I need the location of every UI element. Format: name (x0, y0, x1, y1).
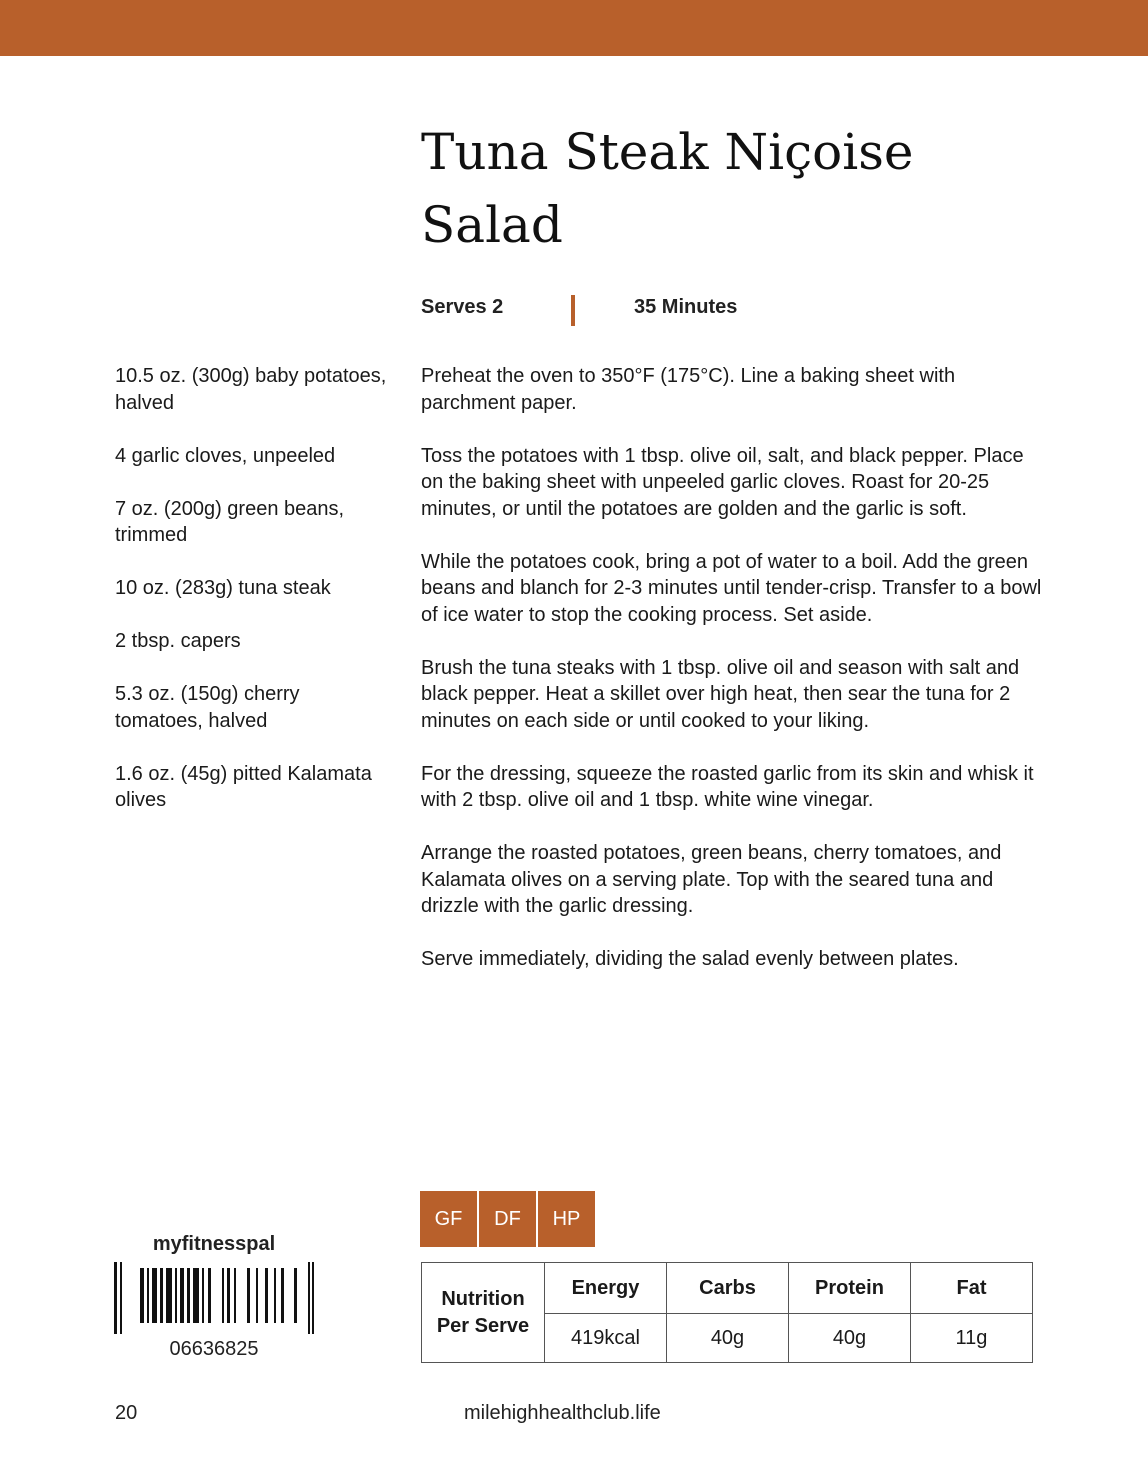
barcode-brand: myfitnesspal (152, 1233, 276, 1255)
tag-gluten-free: GF (420, 1191, 477, 1247)
nutrition-value-fat: 11g (911, 1314, 1033, 1363)
recipe-title-line-2: Salad (421, 196, 563, 254)
nutrition-table (421, 1262, 1033, 1363)
nutrition-label (422, 1263, 545, 1363)
barcode-number: 06636825 (169, 1338, 259, 1360)
ingredient-item: 2 tbsp. capers (115, 630, 241, 652)
barcode-icon (114, 1262, 314, 1334)
nutrition-label-line-1: Nutrition (441, 1287, 525, 1310)
page-number: 20 (115, 1402, 138, 1424)
ingredient-item: 4 garlic cloves, unpeeled (115, 444, 336, 467)
ingredients-list (115, 363, 390, 840)
recipe-title-line-1: Tuna Steak Niçoise (421, 123, 914, 181)
meta-divider (571, 295, 575, 326)
ingredient-item: 1.6 oz. (45g) pitted Kalamata olives (115, 762, 372, 811)
method-step: Arrange the roasted potatoes, green beans, cherry tomatoes, and Kalamata olives on a serving plate. Top with the seared tuna and drizzle with the garlic dressing. (421, 842, 1002, 917)
method-steps (421, 363, 1046, 999)
ingredient-item: 10 oz. (283g) tuna steak (115, 577, 331, 599)
footer-url: milehighhealthclub.life (464, 1402, 661, 1424)
nutrition-col-carbs: Carbs (667, 1263, 789, 1314)
method-step: While the potatoes cook, bring a pot of water to a boil. Add the green beans and blanch for 2-3 minutes until tender-crisp. Transfer to a bowl of ice water to stop the cooking process. Set aside. (421, 550, 1042, 626)
method-step: Preheat the oven to 350°F (175°C). Line a baking sheet with parchment paper. (421, 365, 956, 414)
nutrition-label-line-2: Per Serve (436, 1314, 530, 1337)
method-step: Brush the tuna steaks with 1 tbsp. olive oil and season with salt and black pepper. Heat a skillet over high heat, then sear the tuna for 2 minutes on each side or until cooked to your liking. (421, 656, 1020, 732)
ingredient-item: 5.3 oz. (150g) cherry tomatoes, halved (115, 683, 300, 732)
nutrition-value-energy: 419kcal (545, 1314, 667, 1363)
nutrition-col-fat: Fat (911, 1263, 1033, 1314)
servings-label: Serves 2 (421, 296, 504, 318)
ingredient-item: 7 oz. (200g) green beans, trimmed (115, 497, 345, 546)
tag-high-protein: HP (538, 1191, 595, 1247)
method-step: Serve immediately, dividing the salad evenly between plates. (421, 948, 959, 970)
nutrition-value-protein: 40g (789, 1314, 911, 1363)
ingredient-item: 10.5 oz. (300g) baby potatoes, halved (115, 365, 387, 414)
method-step: For the dressing, squeeze the roasted garlic from its skin and whisk it with 2 tbsp. olive oil and 1 tbsp. white wine vinegar. (421, 762, 1034, 811)
tag-dairy-free: DF (479, 1191, 536, 1247)
nutrition-value-carbs: 40g (667, 1314, 789, 1363)
method-step: Toss the potatoes with 1 tbsp. olive oil, salt, and black pepper. Place on the baking sheet with unpeeled garlic cloves. Roast for 20-25 minutes, or until the potatoes are golden and the garlic is soft. (421, 444, 1024, 520)
cook-time-label: 35 Minutes (634, 296, 738, 318)
nutrition-col-energy: Energy (545, 1263, 667, 1314)
recipe-title (421, 116, 1041, 262)
top-accent-bar (0, 0, 1148, 56)
nutrition-header-row (422, 1263, 1033, 1314)
nutrition-col-protein: Protein (789, 1263, 911, 1314)
diet-tags (420, 1191, 597, 1247)
